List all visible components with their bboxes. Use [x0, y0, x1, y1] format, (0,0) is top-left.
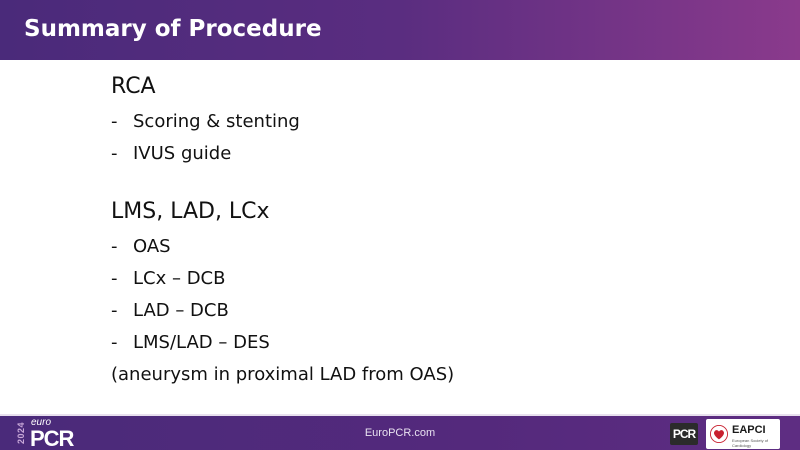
- slide-footer: [0, 414, 800, 450]
- section-rca: [111, 72, 711, 170]
- list-item: [111, 327, 711, 359]
- bullet-dash: -: [111, 143, 118, 164]
- bullet-text: LMS/LAD – DES: [133, 332, 270, 353]
- bullet-dash: -: [111, 332, 118, 353]
- eapci-label: EAPCI: [732, 424, 766, 436]
- list-item: [111, 295, 711, 327]
- bullet-text: LCx – DCB: [133, 268, 226, 289]
- slide-content: [111, 70, 711, 391]
- slide-title: Summary of Procedure: [24, 16, 322, 42]
- list-item: [111, 263, 711, 295]
- footer-url: EuroPCR.com: [364, 427, 436, 439]
- heart-icon: [710, 425, 728, 443]
- eapci-logo: [706, 419, 780, 449]
- section-title: RCA: [111, 74, 156, 99]
- pcr-badge-logo: PCR: [670, 423, 698, 445]
- eapci-subtitle: European Society of Cardiology: [732, 438, 769, 448]
- logo-small-text: euro: [31, 417, 52, 428]
- bullet-dash: -: [111, 268, 118, 289]
- bullet-dash: -: [111, 300, 118, 321]
- list-item: [111, 138, 711, 170]
- slide-header: [0, 0, 800, 60]
- bullet-text: IVUS guide: [133, 143, 232, 164]
- logo-year: 2024: [16, 421, 26, 445]
- bullet-dash: -: [111, 111, 118, 132]
- section-lms-lad-lcx: [111, 197, 711, 391]
- list-item: [111, 106, 711, 138]
- logo-big-text: PCR: [30, 426, 74, 450]
- procedure-note: (aneurysm in proximal LAD from OAS): [111, 364, 455, 385]
- list-item: [111, 231, 711, 263]
- bullet-text: LAD – DCB: [133, 300, 229, 321]
- bullet-text: Scoring & stenting: [133, 111, 300, 132]
- section-title: LMS, LAD, LCx: [111, 199, 270, 224]
- section-spacer: [111, 170, 711, 195]
- bullet-dash: -: [111, 236, 118, 257]
- bullet-text: OAS: [133, 236, 171, 257]
